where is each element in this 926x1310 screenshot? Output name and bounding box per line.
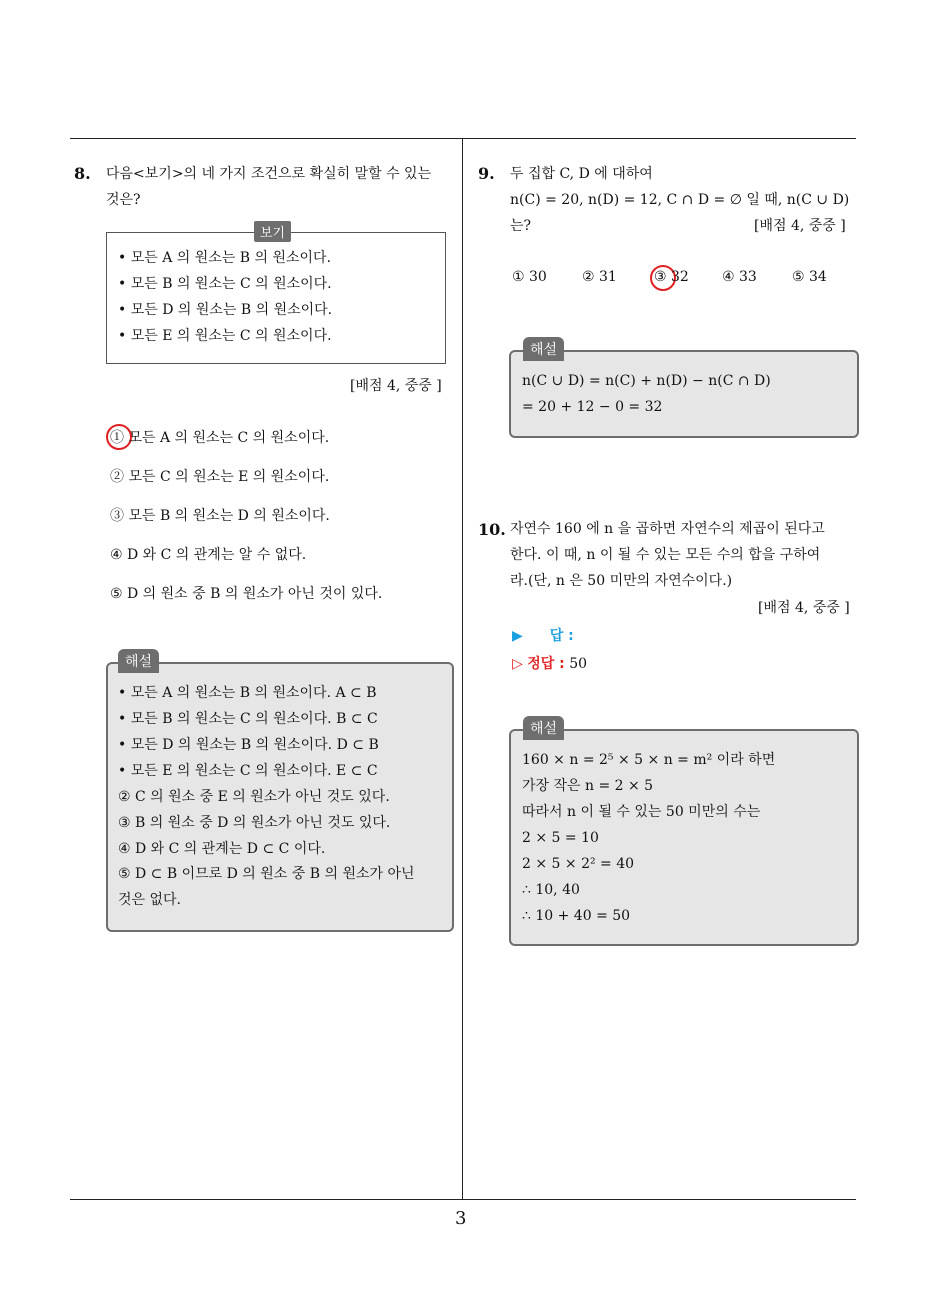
solution-line: = 20 + 12 − 0 = 32 xyxy=(522,399,663,415)
solution-line: • 모든 A 의 원소는 B 의 원소이다. A ⊂ B xyxy=(118,685,377,701)
solution-line: ∴ 10, 40 xyxy=(522,882,580,898)
example-item: • 모든 A 의 원소는 B 의 원소이다. xyxy=(118,250,332,266)
solution-label: 해설 xyxy=(523,337,564,361)
answer-label: 답 : xyxy=(549,628,574,644)
choice-4[interactable]: ④ D 와 C 의 관계는 알 수 없다. xyxy=(110,547,307,563)
solution-line: 것은 없다. xyxy=(118,892,181,908)
solution-label: 해설 xyxy=(523,716,564,740)
choice-5[interactable]: ⑤ 34 xyxy=(792,269,827,285)
solution-line: 2 × 5 = 10 xyxy=(522,830,599,846)
question-stem-line: 다음<보기>의 네 가지 조건으로 확실히 말할 수 있는 xyxy=(106,166,432,182)
question-number: 8. xyxy=(74,164,91,183)
score-label: [배점 4, 중중 ] xyxy=(754,218,846,234)
score-label: [배점 4, 중중 ] xyxy=(350,378,442,394)
choice-2[interactable]: ② 31 xyxy=(582,269,617,285)
top-rule xyxy=(70,138,856,139)
solution-line: • 모든 B 의 원소는 C 의 원소이다. B ⊂ C xyxy=(118,711,378,727)
column-divider xyxy=(462,139,463,1199)
example-box-label: 보기 xyxy=(254,221,291,242)
question-stem-line: 두 집합 C, D 에 대하여 xyxy=(510,166,653,182)
solution-line: n(C ∪ D) = n(C) + n(D) − n(C ∩ D) xyxy=(522,373,771,389)
example-item: • 모든 D 의 원소는 B 의 원소이다. xyxy=(118,302,333,318)
bottom-rule xyxy=(70,1199,856,1200)
question-stem-line: 는? xyxy=(510,218,532,234)
solution-line: ② C 의 원소 중 E 의 원소가 아닌 것도 있다. xyxy=(118,789,390,805)
score-label: [배점 4, 중중 ] xyxy=(758,600,850,616)
choice-5[interactable]: ⑤ D 의 원소 중 B 의 원소가 아닌 것이 있다. xyxy=(110,586,383,602)
question-stem-line: 자연수 160 에 n 을 곱하면 자연수의 제곱이 된다고 xyxy=(510,521,825,537)
solution-line: • 모든 D 의 원소는 B 의 원소이다. D ⊂ B xyxy=(118,737,379,753)
answer-row xyxy=(512,626,574,646)
choice-3[interactable]: ③ 모든 B 의 원소는 D 의 원소이다. xyxy=(110,508,330,524)
solution-line: 160 × n = 2⁵ × 5 × n = m² 이라 하면 xyxy=(522,752,776,768)
choice-3[interactable]: ③ 32 xyxy=(654,269,689,285)
choice-1[interactable]: ① 모든 A 의 원소는 C 의 원소이다. xyxy=(110,430,330,446)
question-number: 10. xyxy=(478,520,506,539)
question-stem-line: 것은? xyxy=(106,192,141,208)
solution-line: 가장 작은 n = 2 × 5 xyxy=(522,778,654,794)
question-stem-line: 한다. 이 때, n 이 될 수 있는 모든 수의 합을 구하여 xyxy=(510,547,821,563)
question-number: 9. xyxy=(478,164,495,183)
solution-box xyxy=(509,350,859,438)
solution-line: 따라서 n 이 될 수 있는 50 미만의 수는 xyxy=(522,804,761,820)
solution-line: ③ B 의 원소 중 D 의 원소가 아닌 것도 있다. xyxy=(118,815,391,831)
solution-line: 2 × 5 × 2² = 40 xyxy=(522,856,635,872)
example-item: • 모든 B 의 원소는 C 의 원소이다. xyxy=(118,276,332,292)
choice-4[interactable]: ④ 33 xyxy=(722,269,757,285)
solution-line: ⑤ D ⊂ B 이므로 D 의 원소 중 B 의 원소가 아닌 xyxy=(118,866,415,882)
correct-answer-label: 정답 : xyxy=(527,656,565,672)
answer-arrow-icon: ▶ xyxy=(512,628,523,644)
solution-line: • 모든 E 의 원소는 C 의 원소이다. E ⊂ C xyxy=(118,763,378,779)
choice-2[interactable]: ② 모든 C 의 원소는 E 의 원소이다. xyxy=(110,469,330,485)
page-number: 3 xyxy=(455,1208,467,1229)
solution-line: ∴ 10 + 40 = 50 xyxy=(522,908,631,924)
correct-answer-row xyxy=(512,654,587,674)
solution-line: ④ D 와 C 의 관계는 D ⊂ C 이다. xyxy=(118,841,326,857)
choice-1[interactable]: ① 30 xyxy=(512,269,547,285)
question-stem-line: 라.(단, n 은 50 미만의 자연수이다.) xyxy=(510,573,733,589)
example-item: • 모든 E 의 원소는 C 의 원소이다. xyxy=(118,328,332,344)
correct-arrow-icon: ▷ xyxy=(512,656,523,672)
solution-label: 해설 xyxy=(118,649,159,673)
correct-answer-value: 50 xyxy=(569,656,588,672)
question-stem-line: n(C) = 20, n(D) = 12, C ∩ D = ∅ 일 때, n(C ∪ D) xyxy=(510,192,850,208)
